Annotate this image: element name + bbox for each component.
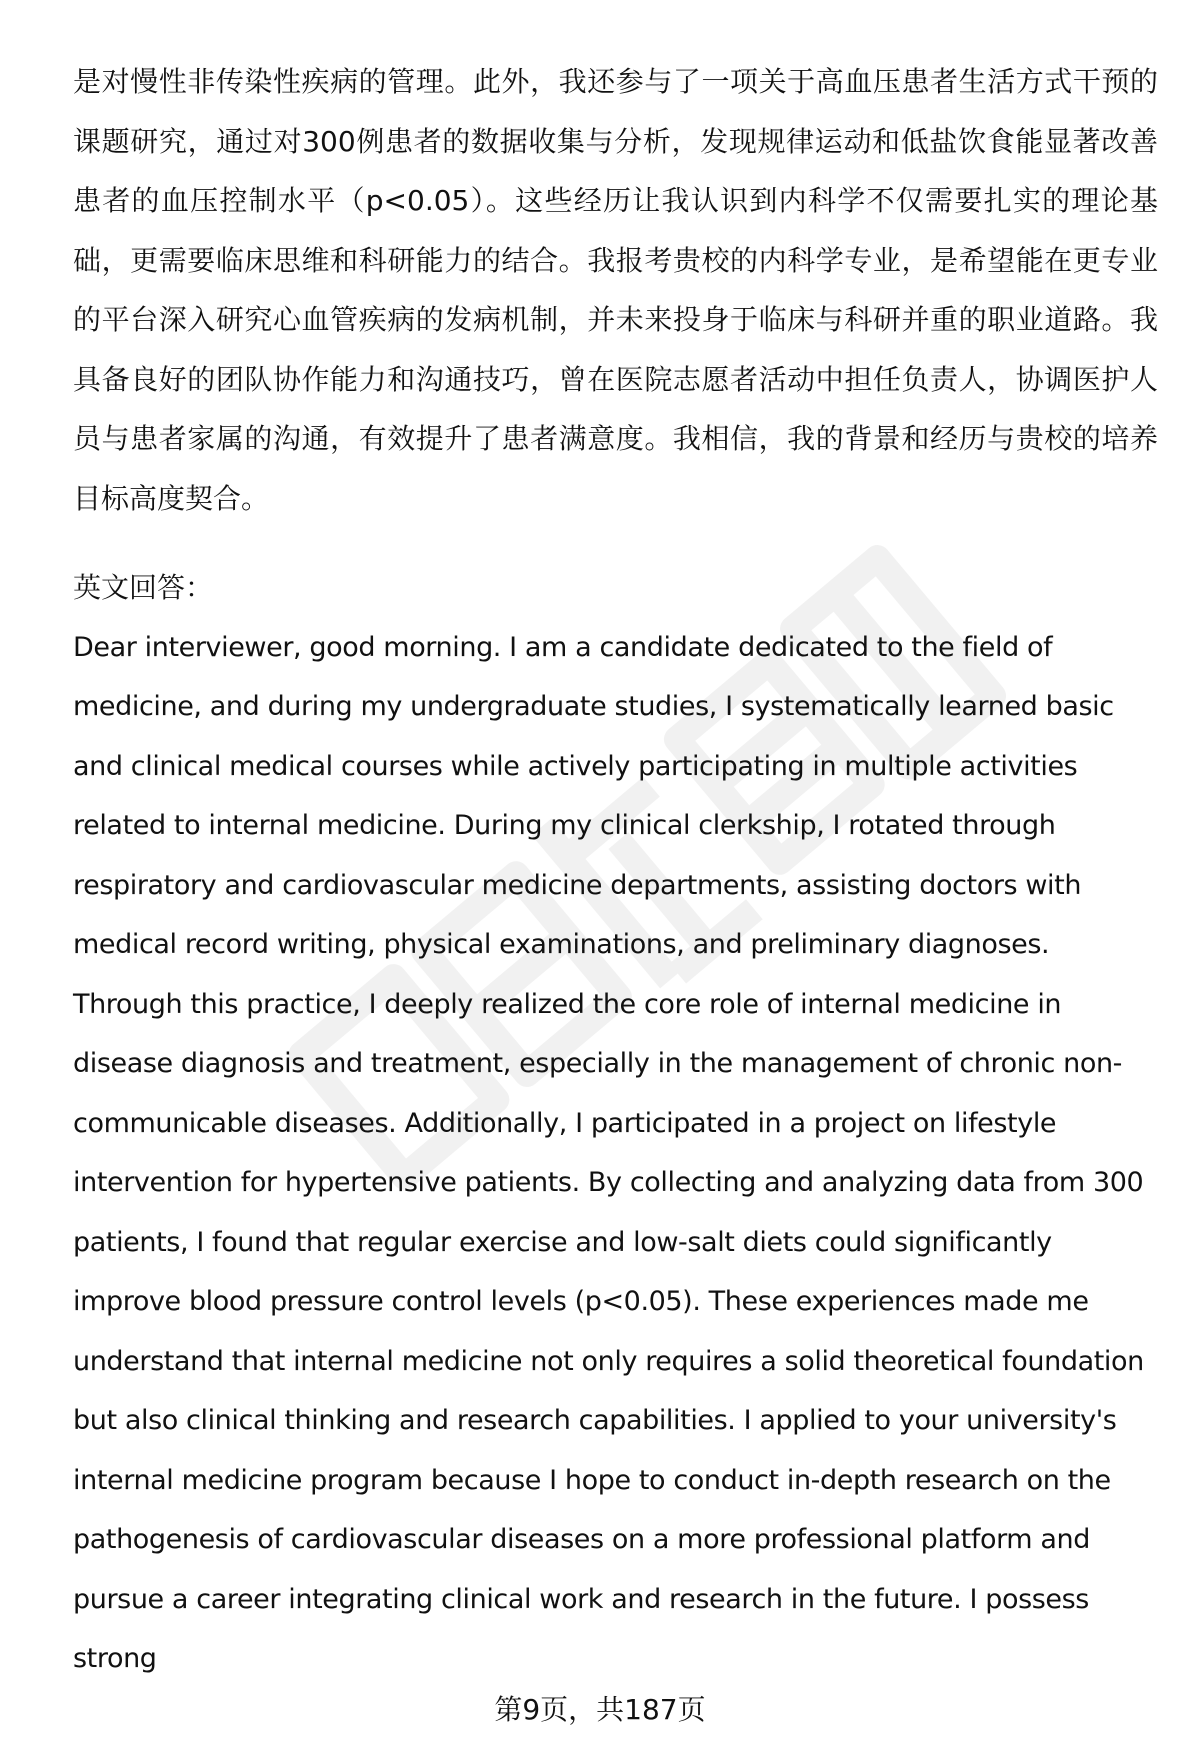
page-number-footer: 第9页，共187页 [494,1693,706,1726]
english-answer-paragraph: Dear interviewer, good morning. I am a candidate dedicated to the field of medicine, and during my undergraduate studies, I systematically learned basic and clinical medical courses while actively participating in multiple activities related to internal medicine. During my clinical clerkship, I rotated through respiratory and cardiovascular medicine departments, assisting doctors with medical record writing, physical examinations, and preliminary diagnoses. Through this practice, I deeply realized the core role of internal medicine in disease diagnosis and treatment, especially in the management of chronic non-communicable diseases. Additionally, I participated in a project on lifestyle intervention for hypertensive patients. By collecting and analyzing data from 300 patients, I found that regular exercise and low-salt diets could significantly improve blood pressure control levels (p<0.05). These experiences made me understand that internal medicine not only requires a solid theoretical foundation but also clinical thinking and research capabilities. I applied to your university's internal medicine program because I hope to conduct in-depth research on the pathogenesis of cardiovascular diseases on a more professional platform and pursue a career integrating clinical work and research in the future. I possess strong [73,631,1144,1674]
page-content [73,52,1158,1689]
chinese-answer-paragraph: 是对慢性非传染性疾病的管理。此外，我还参与了一项关于高血压患者生活方式干预的课题研究，通过对300例患者的数据收集与分析，发现规律运动和低盐饮食能显著改善患者的血压控制水平（p<0.05）。这些经历让我认识到内科学不仅需要扎实的理论基础，更需要临床思维和科研能力的结合。我报考贵校的内科学专业，是希望能在更专业的平台深入研究心血管疾病的发病机制，并未来投身于临床与科研并重的职业道路。我具备良好的团队协作能力和沟通技巧，曾在医院志愿者活动中担任负责人，协调医护人员与患者家属的沟通，有效提升了患者满意度。我相信，我的背景和经历与贵校的培养目标高度契合。 [73,65,1158,515]
english-answer-heading: 英文回答： [73,571,214,604]
